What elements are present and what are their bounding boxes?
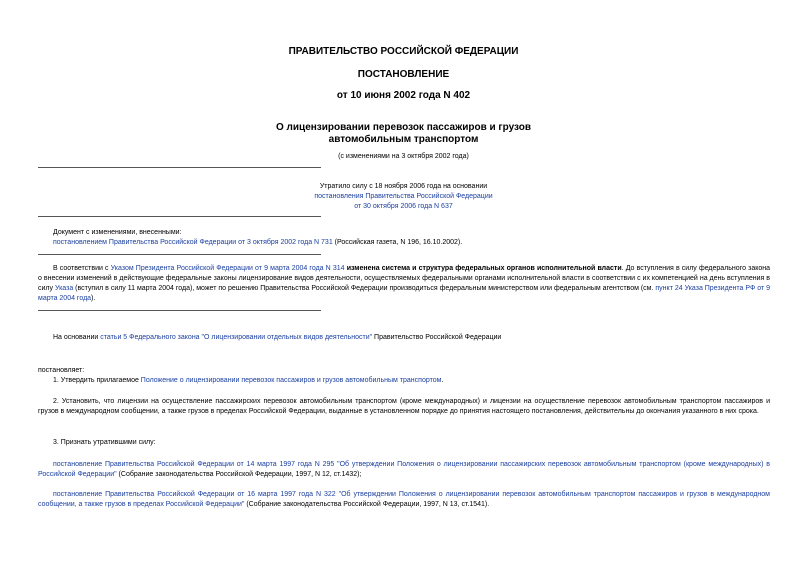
divider xyxy=(38,254,321,255)
note-text-4: ). xyxy=(91,295,96,302)
note-bold: изменена система и структура федеральных органов исполнительной власти xyxy=(344,265,622,272)
lost-force-link-1[interactable]: постановления Правительства Российской Федерации xyxy=(314,193,493,200)
regulation-link[interactable]: Положение о лицензировании перевозок пассажиров и грузов автомобильным транспортом xyxy=(140,377,442,384)
doc-title-line2: автомобильным транспортом xyxy=(328,134,479,145)
basis-text-2: Правительство Российской Федерации xyxy=(372,334,502,341)
note-text-2: . До вступления в силу федерального закона о внесении изменений в действующие федеральные законы лицензирование видов деятельности, осуществляемых федеральными органами исполнительной власти в соответствии с их компетенцией на день вступления в силу xyxy=(38,265,771,292)
divider xyxy=(38,310,321,311)
federal-law-link[interactable]: статьи 5 Федерального закона "О лицензировании отдельных видов деятельности" xyxy=(100,334,373,341)
changes-source: (Российская газета, N 196, 16.10.2002). xyxy=(332,239,463,246)
changes-label: Документ с изменениями, внесенными: xyxy=(53,229,182,236)
repeal-source-1: (Собрание законодательства Российской Федерации, 1997, N 12, ст.1432); xyxy=(116,471,362,478)
doc-title xyxy=(0,122,807,146)
amended-note: (с изменениями на 3 октября 2002 года) xyxy=(338,153,469,160)
doc-type-heading: ПОСТАНОВЛЕНИЕ xyxy=(357,69,450,80)
repeal-source-2: (Собрание законодательства Российской Федерации, 1997, N 13, ст.1541). xyxy=(244,501,490,508)
doc-title-line1: О лицензировании перевозок пассажиров и грузов xyxy=(276,122,531,133)
changes-block xyxy=(38,228,785,248)
restructuring-note xyxy=(38,264,770,304)
basis-text-1: На основании xyxy=(53,334,101,341)
divider xyxy=(38,167,321,168)
decree-word: постановляет: xyxy=(38,367,85,374)
item-1 xyxy=(38,376,785,386)
lost-force-link-2[interactable]: от 30 октября 2006 года N 637 xyxy=(354,203,453,210)
note-text-3: (вступил в силу 11 марта 2004 года), может по решению Правительства Российской Федерации производиться федеральным министерством или федеральным агентством (см. xyxy=(73,285,656,292)
president-decree-link[interactable]: Указом Президента Российской Федерации от 9 марта 2004 года N 314 xyxy=(110,265,345,272)
repeal-link-1[interactable]: постановление Правительства Российской Федерации от 14 марта 1997 года N 295 "Об утверждении Положения о лицензировании пассажирских перевозок автомобильным транспортом (кроме международных) в Российской Федерации" xyxy=(38,461,770,478)
item-3: 3. Признать утратившими силу: xyxy=(53,439,156,446)
lost-force-text: Утратило силу с 18 ноября 2006 года на основании xyxy=(319,183,488,190)
repeal-item-1 xyxy=(38,460,770,480)
item1-text: 1. Утвердить прилагаемое xyxy=(53,377,141,384)
decree-clause-link[interactable]: пункт 24 Указа Президента РФ от 9 марта 2004 года xyxy=(38,285,771,302)
note-text-1: В соответствии с xyxy=(53,265,111,272)
repeal-item-2 xyxy=(38,490,770,510)
repeal-link-2[interactable]: постановление Правительства Российской Федерации от 16 марта 1997 года N 322 "Об утверждении Положения о лицензировании перевозок автомобильным транспортом пассажиров и грузов в международном сообщении, а также грузов в пределах Российской Федерации" xyxy=(38,491,770,508)
changes-link[interactable]: постановлением Правительства Российской Федерации от 3 октября 2002 года N 731 xyxy=(53,239,333,246)
decree-link[interactable]: Указа xyxy=(54,285,74,292)
divider xyxy=(38,216,321,217)
government-heading: ПРАВИТЕЛЬСТВО РОССИЙСКОЙ ФЕДЕРАЦИИ xyxy=(288,46,519,57)
item1-end: . xyxy=(441,377,444,384)
doc-date: от 10 июня 2002 года N 402 xyxy=(336,90,471,101)
item-2: 2. Установить, что лицензии на осуществление пассажирских перевозок автомобильным транспортом (кроме международных) и лицензии на осуществление перевозок автомобильным транспортом пассажиров и грузов в международном сообщении, а также грузов в пределах Российской Федерации, выданные в установленном порядке до принятия настоящего постановления, действительны до окончания указанного в них срока. xyxy=(38,398,770,415)
lost-force-note xyxy=(0,182,807,212)
basis-paragraph xyxy=(38,333,785,343)
